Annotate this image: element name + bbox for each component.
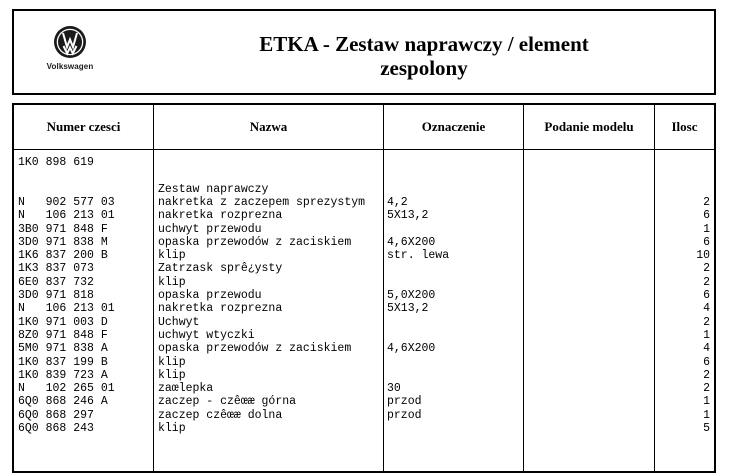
quantity-cell: 6: [703, 355, 710, 369]
part-name-cell: klip: [158, 422, 186, 435]
quantity-cell: 2: [703, 368, 710, 382]
part-name-cell: opaska przewodu: [158, 289, 262, 302]
column-header-designation: Oznaczenie: [421, 119, 486, 134]
part-number-cell: 3D0 971 818: [18, 289, 94, 302]
designation-cell: przod: [387, 408, 422, 422]
volkswagen-logo: [38, 25, 102, 71]
part-name-cell: zaczep - czêœæ górna: [158, 395, 297, 409]
quantity-cell: 2: [703, 195, 710, 209]
part-number-cell: 6E0 837 732: [18, 275, 94, 289]
part-number-cell: 8Z0 971 848 F: [18, 328, 108, 342]
quantity-cell: 1: [703, 328, 710, 342]
column-header-model: Podanie modelu: [544, 119, 634, 134]
part-number-cell: 3B0 971 848 F: [18, 222, 108, 236]
quantity-cell: 4: [703, 302, 710, 316]
part-name-cell: nakretka z zaczepem sprezystym: [158, 195, 366, 209]
quantity-cell: 6: [703, 289, 710, 302]
part-number-cell: N 106 213 01: [18, 302, 115, 316]
part-name-cell: uchwyt wtyczki: [158, 328, 255, 342]
column-header-part-number: Numer czesci: [46, 119, 121, 134]
part-number-cell: N 102 265 01: [18, 382, 115, 396]
part-number-cell: 5M0 971 838 A: [18, 342, 108, 356]
table-body: [14, 150, 714, 471]
part-name-cell: Zestaw naprawczy: [158, 182, 269, 196]
part-number-cell: N 902 577 03: [18, 195, 115, 209]
part-name-cell: klip: [158, 355, 186, 369]
designation-cell: przod: [387, 395, 422, 409]
part-name-cell: nakretka rozprezna: [158, 302, 283, 316]
part-name-cell: klip: [158, 368, 186, 382]
quantity-cell: 2: [703, 382, 710, 396]
designation-cell: 30: [387, 382, 401, 396]
part-name-cell: Uchwyt: [158, 315, 200, 329]
part-number-cell: 1K0 971 003 D: [18, 315, 108, 329]
page-title: [154, 32, 694, 80]
logo-wordmark: Volkswagen: [46, 62, 94, 71]
quantity-cell: 2: [703, 315, 710, 329]
part-number-cell: 6Q0 868 297: [18, 408, 94, 422]
quantity-cell: 6: [703, 209, 710, 223]
quantity-cell: 4: [703, 342, 710, 356]
quantity-cell: 2: [703, 275, 710, 289]
title-line-1: ETKA - Zestaw naprawczy / element: [259, 32, 589, 56]
column-header-name: Nazwa: [249, 119, 288, 134]
quantity-cell: 1: [703, 408, 710, 422]
vw-emblem-icon: [53, 25, 87, 59]
designation-cell: 4,6X200: [387, 235, 436, 249]
designation-cell: 4,2: [387, 195, 408, 209]
part-name-cell: opaska przewodów z zaciskiem: [158, 342, 352, 356]
designation-cell: 4,6X200: [387, 342, 436, 356]
part-number-cell: 1K3 837 073: [18, 262, 94, 276]
part-name-cell: klip: [158, 249, 186, 263]
title-line-2: zespolony: [380, 56, 468, 80]
designation-cell: 5X13,2: [387, 209, 429, 223]
quantity-cell: 1: [703, 222, 710, 236]
quantity-cell: 6: [703, 235, 710, 249]
part-name-cell: zaœlepka: [158, 382, 214, 396]
quantity-cell: 5: [703, 422, 710, 435]
part-number-cell: 1K0 898 619: [18, 156, 94, 169]
part-name-cell: uchwyt przewodu: [158, 222, 262, 236]
designation-cell: 5,0X200: [387, 289, 436, 302]
part-name-cell: zaczep czêœæ dolna: [158, 408, 283, 422]
column-header-quantity: Ilosc: [671, 119, 698, 134]
part-name-cell: klip: [158, 275, 186, 289]
designation-cell: 5X13,2: [387, 302, 429, 316]
parts-table: [12, 103, 716, 473]
part-number-cell: 1K0 839 723 A: [18, 368, 108, 382]
quantity-cell: 10: [696, 249, 710, 263]
part-number-cell: 1K6 837 200 B: [18, 249, 108, 263]
document-header: [12, 9, 716, 95]
designation-cell: str. lewa: [387, 249, 450, 263]
quantity-cell: 1: [703, 395, 710, 409]
part-number-cell: 6Q0 868 246 A: [18, 395, 108, 409]
part-number-cell: N 106 213 01: [18, 209, 115, 223]
part-name-cell: opaska przewodów z zaciskiem: [158, 235, 352, 249]
part-number-cell: 6Q0 868 243: [18, 422, 94, 435]
part-number-cell: 1K0 837 199 B: [18, 355, 108, 369]
part-number-cell: 3D0 971 838 M: [18, 235, 108, 249]
quantity-cell: 2: [703, 262, 710, 276]
part-name-cell: Zatrzask sprê¿ysty: [158, 262, 283, 276]
part-name-cell: nakretka rozprezna: [158, 209, 283, 223]
